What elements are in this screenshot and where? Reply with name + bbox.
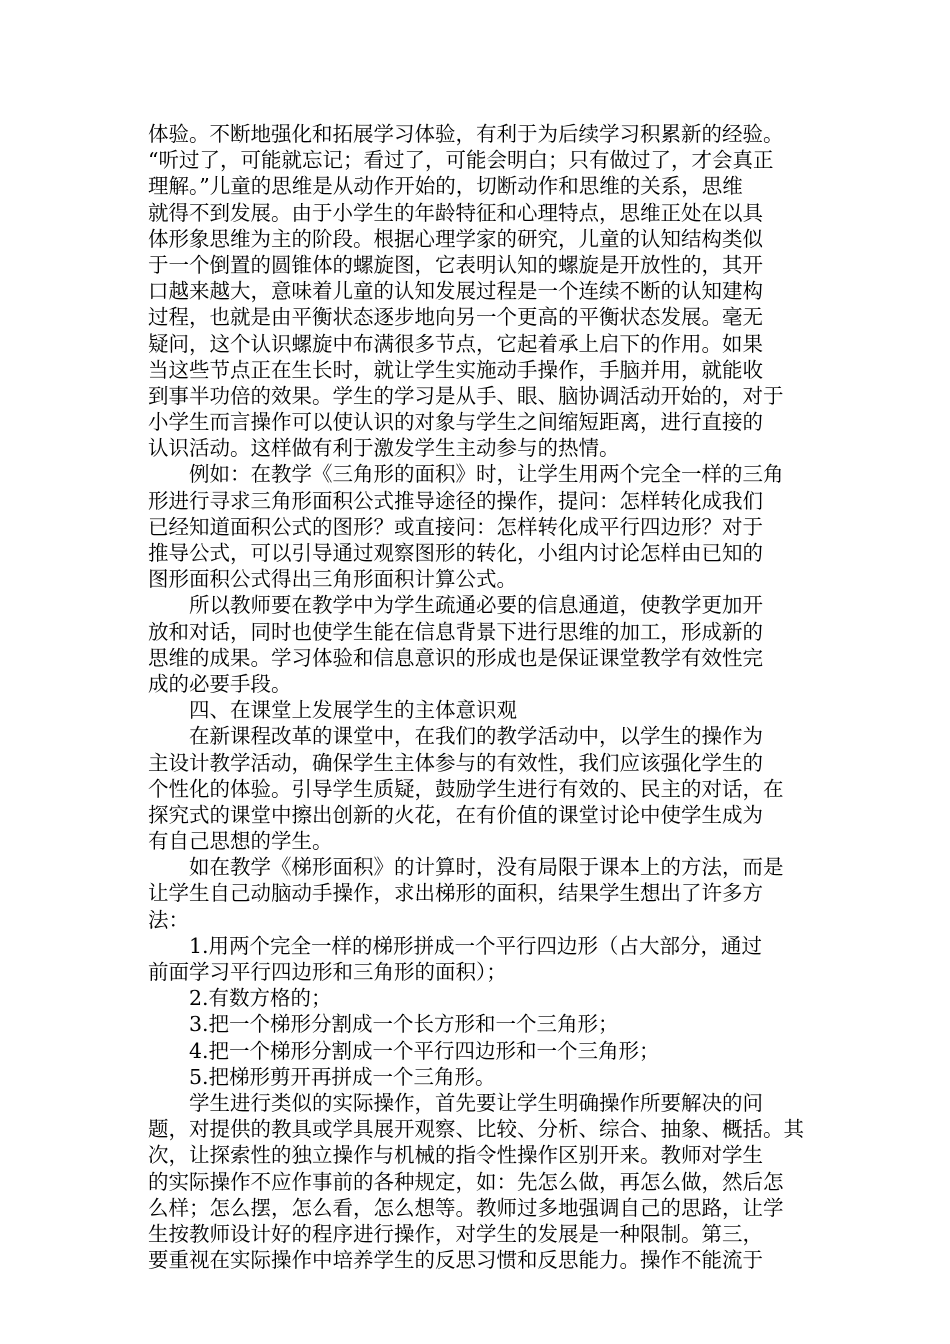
text-line: “听过了，可能就忘记；看过了，可能会明白；只有做过了，才会真正 [148, 148, 774, 173]
text-line: 个性化的体验。引导学生质疑，鼓励学生进行有效的、民主的对话，在 [148, 776, 784, 801]
list-item: 1.用两个完全一样的梯形拼成一个平行四边形（占大部分，通过 [148, 933, 763, 958]
text-line: 所以教师要在教学中为学生疏通必要的信息通道，使教学更加开 [148, 593, 763, 618]
text-line: 如在教学《梯形面积》的计算时，没有局限于课本上的方法，而是 [148, 855, 784, 880]
text-line: 于一个倒置的圆锥体的螺旋图，它表明认知的螺旋是开放性的，其开 [148, 252, 763, 277]
text-line: 图形面积公式得出三角形面积计算公式。 [148, 567, 517, 592]
text-line: 体形象思维为主的阶段。根据心理学家的研究，儿童的认知结构类似 [148, 226, 763, 251]
text-line: 口越来越大，意味着儿童的认知发展过程是一个连续不断的认知建构 [148, 279, 763, 304]
text-line: 过程，也就是由平衡状态逐步地向另一个更高的平衡状态发展。毫无 [148, 305, 763, 330]
text-line: 有自己思想的学生。 [148, 829, 333, 854]
body-text [148, 121, 808, 1273]
text-line: 小学生而言操作可以使认识的对象与学生之间缩短距离，进行直接的 [148, 410, 763, 435]
text-line: 放和对话，同时也使学生能在信息背景下进行思维的加工，形成新的 [148, 619, 763, 644]
text-line: 就得不到发展。由于小学生的年龄特征和心理特点，思维正处在以具 [148, 200, 763, 225]
text-line: 认识活动。这样做有利于激发学生主动参与的热情。 [148, 436, 620, 461]
list-item: 5.把梯形剪开再拼成一个三角形。 [148, 1064, 496, 1089]
list-item: 3.把一个梯形分割成一个长方形和一个三角形； [148, 1012, 619, 1037]
text-line: 思维的成果。学习体验和信息意识的形成也是保证课堂教学有效性完 [148, 645, 763, 670]
text-line: 体验。不断地强化和拓展学习体验，有利于为后续学习积累新的经验。 [148, 122, 784, 146]
text-line: 疑问，这个认识螺旋中布满很多节点，它起着承上启下的作用。如果 [148, 331, 763, 356]
text-line: 在新课程改革的课堂中，在我们的教学活动中，以学生的操作为 [148, 724, 763, 749]
text-line: 么样；怎么摆，怎么看，怎么想等。教师过多地强调自己的思路，让学 [148, 1195, 784, 1220]
text-line: 到事半功倍的效果。学生的学习是从手、眼、脑协调活动开始的，对于 [148, 383, 784, 408]
text-line: 次，让探索性的独立操作与机械的指令性操作区别开来。教师对学生 [148, 1143, 763, 1168]
section-heading: 四、在课堂上发展学生的主体意识观 [148, 698, 517, 723]
text-line: 前面学习平行四边形和三角形的面积）； [148, 960, 507, 984]
text-line: 主设计教学活动，确保学生主体参与的有效性，我们应该强化学生的 [148, 750, 763, 775]
text-line: 生按教师设计好的程序进行操作，对学生的发展是一种限制。第三， [148, 1221, 763, 1246]
text-line: 法： [148, 907, 189, 932]
text-line: 当这些节点正在生长时，就让学生实施动手操作，手脑并用，就能收 [148, 357, 763, 382]
text-line: 推导公式，可以引导通过观察图形的转化，小组内讨论怎样由已知的 [148, 541, 763, 565]
list-item: 4.把一个梯形分割成一个平行四边形和一个三角形； [148, 1038, 660, 1063]
text-line: 探究式的课堂中擦出创新的火花，在有价值的课堂讨论中使学生成为 [148, 802, 763, 827]
text-line: 题，对提供的教具或学具展开观察、比较、分析、综合、抽象、概括。其 [148, 1117, 804, 1142]
list-item: 2.有数方格的； [148, 986, 332, 1011]
text-line: 形进行寻求三角形面积公式推导途径的操作，提问：怎样转化成我们 [148, 488, 763, 513]
text-line: 让学生自己动脑动手操作，求出梯形的面积，结果学生想出了许多方 [148, 881, 763, 906]
text-line: 理解。”儿童的思维是从动作开始的，切断动作和思维的关系，思维 [148, 174, 743, 199]
text-line: 已经知道面积公式的图形？或直接问：怎样转化成平行四边形？对于 [148, 514, 763, 539]
text-line: 的实际操作不应作事前的各种规定，如：先怎么做，再怎么做，然后怎 [148, 1169, 784, 1194]
text-line: 成的必要手段。 [148, 671, 292, 696]
text-line: 学生进行类似的实际操作，首先要让学生明确操作所要解决的问 [148, 1090, 763, 1115]
text-line: 要重视在实际操作中培养学生的反思习惯和反思能力。操作不能流于 [148, 1248, 763, 1273]
text-line: 例如：在教学《三角形的面积》时，让学生用两个完全一样的三角 [148, 462, 784, 487]
